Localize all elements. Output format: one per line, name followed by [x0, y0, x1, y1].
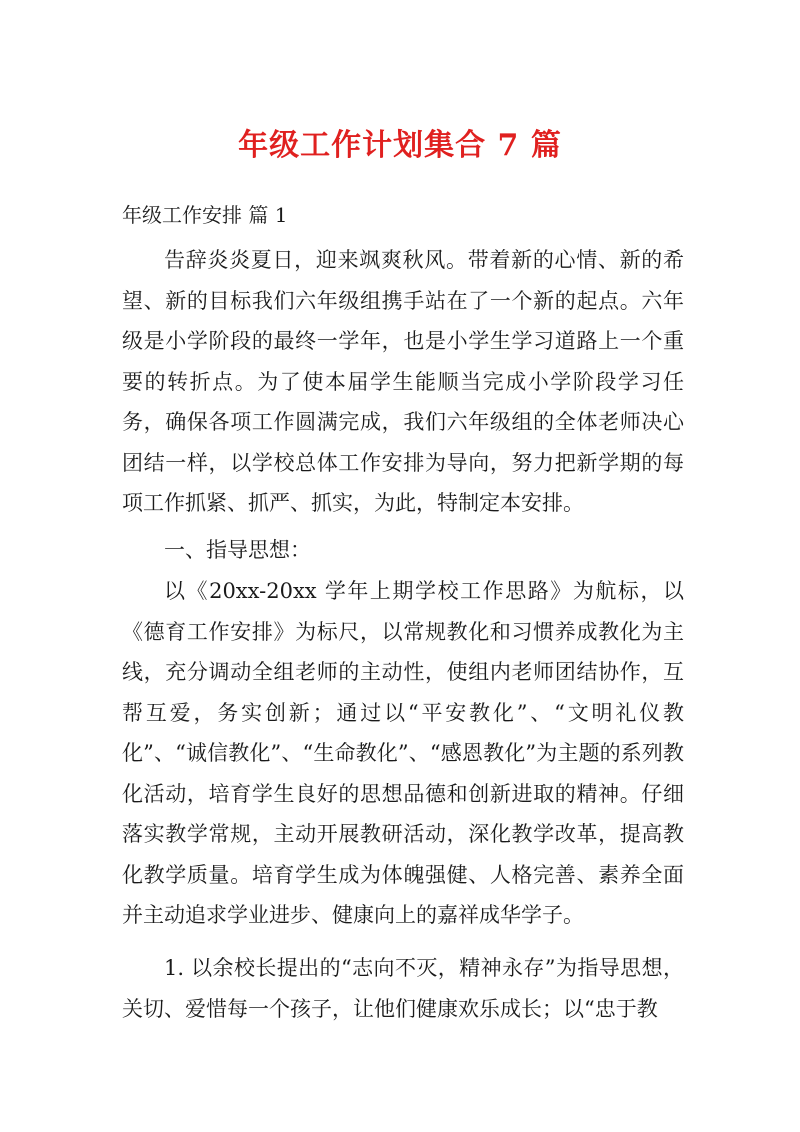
document-title: 年级工作计划集合 7 篇 [238, 128, 562, 163]
paragraph-intro: 告辞炎炎夏日，迎来飒爽秋风。带着新的心情、新的希望、新的目标我们六年级组携手站在了一个新的起点。六年级是小学阶段的最终一学年，也是小学生学习道路上一个重要的转折点。为了使本届学生能顺当完成小学阶段学习任务，确保各项工作圆满完成，我们六年级组的全体老师决心团结一样，以学校总体工作安排为导向，努力把新学期的每项工作抓紧、抓严、抓实，为此，特制定本安排。 [122, 248, 684, 515]
paragraph-item-1: 1. 以余校长提出的“志向不灭，精神永存”为指导思想，关切、爱惜每一个孩子，让他们健康欢乐成长；以“忠于教 [122, 956, 684, 1021]
paragraph-guiding-heading: 一、指导思想： [164, 538, 311, 562]
paragraph-guiding-thought: 以《20xx-20xx 学年上期学校工作思路》为航标，以《德育工作安排》为标尺，以常规教化和习惯养成教化为主线，充分调动全组老师的主动性，使组内老师团结协作，互帮互爱，务实创新；通过以“平安教化”、“文明礼仪教化”、“诚信教化”、“生命教化”、“感恩教化”为主题的系列教化活动，培育学生良好的思想品德和创新进取的精神。仔细落实教学常规，主动开展教研活动，深化教学改革，提高教化教学质量。培育学生成为体魄强健、人格完善、素养全面并主动追求学业进步、健康向上的嘉祥成华学子。 [122, 579, 684, 927]
section-heading: 年级工作安排 篇 1 [122, 203, 288, 227]
